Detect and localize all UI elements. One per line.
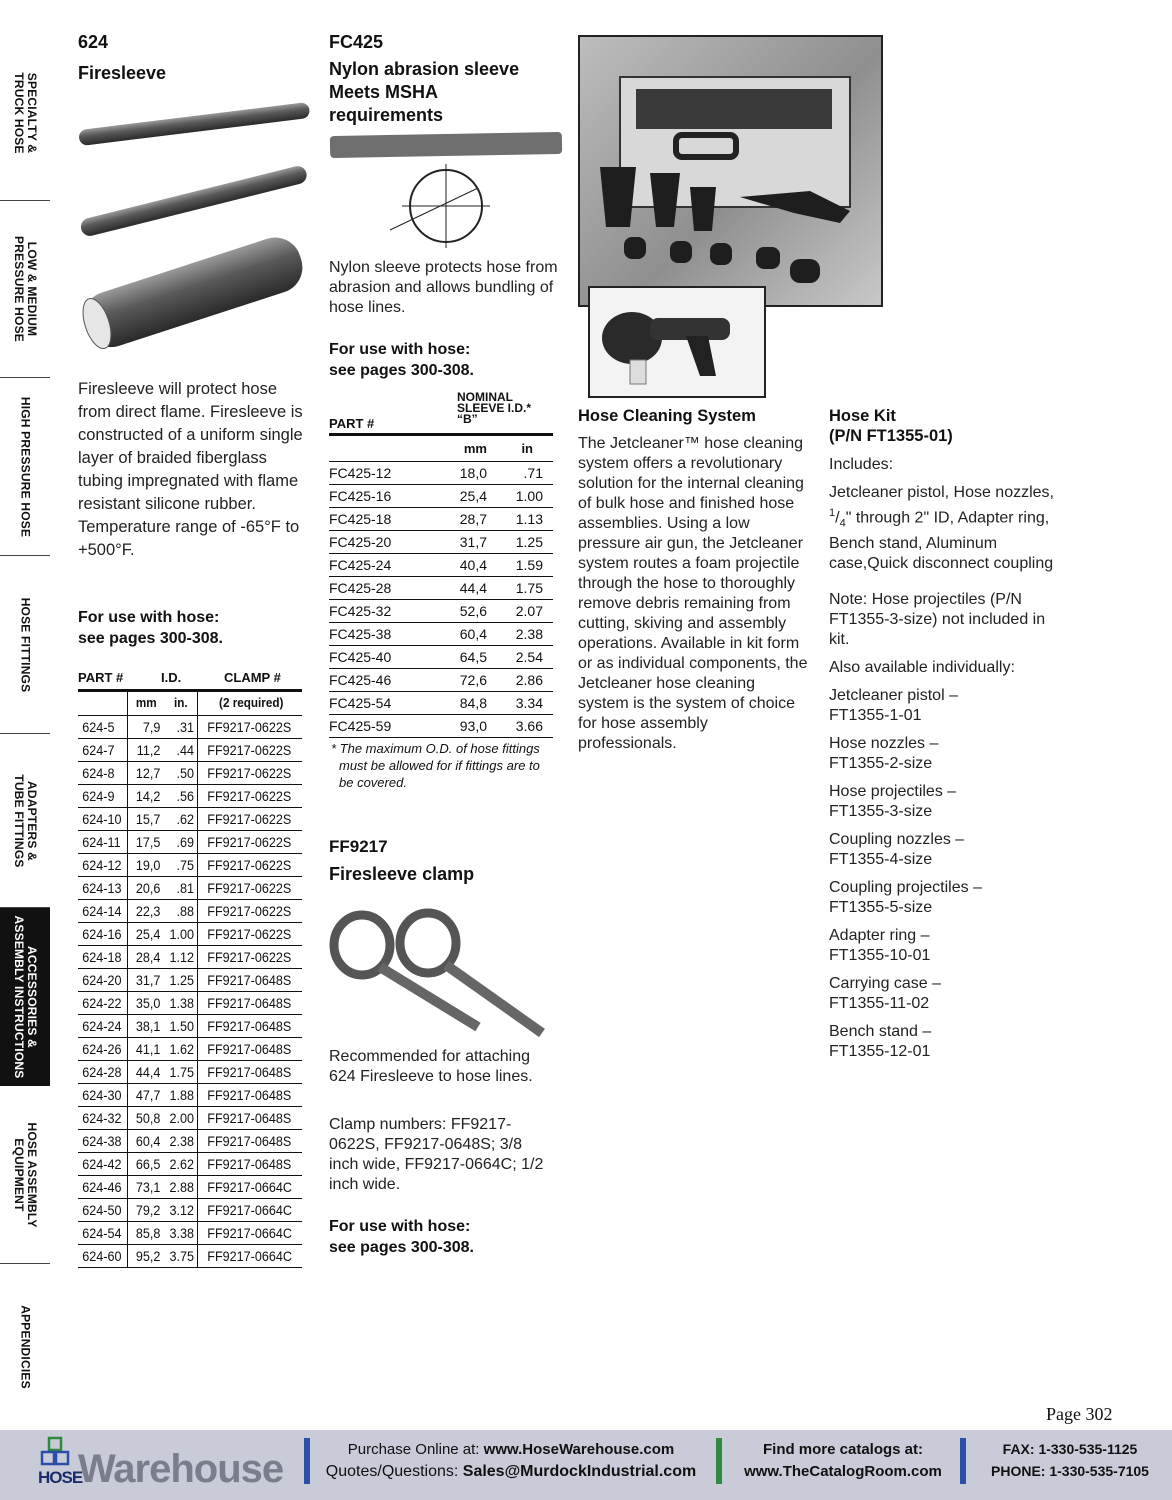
fc425-number: FC425 <box>329 32 384 52</box>
in-cell: .31 <box>165 715 196 738</box>
part-cell: FC425-32 <box>329 599 437 622</box>
catalogs-label: Find more catalogs at: <box>762 1441 924 1458</box>
divider-blue-2 <box>960 1438 966 1484</box>
mm-cell: 25,4 <box>437 484 487 507</box>
in-cell: 3.38 <box>165 1221 196 1244</box>
mm-cell: 95,2 <box>130 1244 162 1267</box>
table-row <box>329 461 553 484</box>
mm-cell: 72,6 <box>437 668 487 691</box>
in-cell: .69 <box>165 830 196 853</box>
side-tab-appendicies[interactable]: APPENDICIES <box>18 1305 33 1389</box>
table-row <box>329 576 553 599</box>
ff9217-use-line1: For use with hose: <box>329 1218 471 1235</box>
ff9217-clamp-numbers: Clamp numbers: FF9217-0622S, FF9217-0648S; 3/8 inch wide, FF9217-0664C; 1/2 inch wide. <box>329 1116 544 1193</box>
table-row <box>78 876 302 899</box>
in-cell: 2.38 <box>165 1129 196 1152</box>
part-cell: FC425-40 <box>329 645 437 668</box>
mm-cell: 35,0 <box>130 991 162 1014</box>
firesleeve-use-line1: For use with hose: <box>78 609 220 626</box>
clamp-cell: FF9217-0648S <box>203 1060 297 1083</box>
part-cell: 624-13 <box>80 876 125 899</box>
list-item <box>829 734 1055 774</box>
table-row <box>329 622 553 645</box>
cleaning-description: The Jetcleaner™ hose cleaning system offers a revolutionary solution for the internal cleaning of bulk hose and finished hose assemblies. Using a low pressure air gun, the Jetcleaner system routes a foam projectile through the hose to thoroughly remove debris remaining from cutting, skiving and assembly operations. Available in kit form or as individual components, the Jetcleaner hose cleaning system is the system of choice for hose assembly professionals. <box>578 435 808 752</box>
part-cell: FC425-28 <box>329 576 437 599</box>
clamp-cell: FF9217-0622S <box>203 853 297 876</box>
in-cell: 3.12 <box>165 1198 196 1221</box>
part-cell: 624-24 <box>80 1014 125 1037</box>
kit-item-name: Adapter ring – <box>829 927 930 944</box>
phone: PHONE: 1-330-535-7105 <box>991 1463 1149 1479</box>
table-row <box>329 691 553 714</box>
table-row <box>78 784 302 807</box>
kit-contents: Jetcleaner pistol, Hose nozzles, $^1/_4$" through 2" ID, Adapter ring, Bench stand, Aluminum case,Quick disconnect coupling <box>829 484 1054 572</box>
mm-cell: 20,6 <box>130 876 162 899</box>
kit-also: Also available individually: <box>829 659 1015 676</box>
kit-item-name: Jetcleaner pistol – <box>829 687 958 704</box>
purchase-link[interactable]: www.HoseWarehouse.com <box>483 1441 675 1458</box>
clamp-cell: FF9217-0648S <box>203 1014 297 1037</box>
part-cell: 624-32 <box>80 1106 125 1129</box>
th-clamp: CLAMP # <box>224 670 281 685</box>
kit-item-name: Hose nozzles – <box>829 735 939 752</box>
side-tab-accessories[interactable]: ACCESSORIES & ASSEMBLY INSTRUCTIONS <box>0 908 50 1086</box>
in-cell: 1.12 <box>165 945 196 968</box>
part-cell: FC425-12 <box>329 461 437 484</box>
mm-cell: 31,7 <box>437 530 487 553</box>
mm-cell: 15,7 <box>130 807 162 830</box>
mm-cell: 79,2 <box>130 1198 162 1221</box>
clamp-cell: FF9217-0622S <box>203 784 297 807</box>
part-cell: 624-50 <box>80 1198 125 1221</box>
clamp-cell: FF9217-0622S <box>203 807 297 830</box>
part-cell: FC425-18 <box>329 507 437 530</box>
clamp-cell: FF9217-0664C <box>203 1175 297 1198</box>
jetcleaner-pistol-photo <box>588 286 766 398</box>
th-fc-rule <box>329 433 553 436</box>
in-cell: 1.59 <box>487 553 553 576</box>
kit-item-pn: FT1355-11-02 <box>829 995 930 1012</box>
logo-warehouse: Warehouse <box>78 1447 284 1491</box>
in-cell: 1.25 <box>165 968 196 991</box>
clamp-cell: FF9217-0664C <box>203 1244 297 1267</box>
th-fc-id1: NOMINAL <box>457 390 513 404</box>
cleaning-kit-illustration <box>580 37 881 305</box>
mm-cell: 52,6 <box>437 599 487 622</box>
in-cell: .62 <box>165 807 196 830</box>
mm-cell: 40,4 <box>437 553 487 576</box>
table-row <box>78 761 302 784</box>
table-row <box>329 553 553 576</box>
table-row <box>329 714 553 737</box>
part-cell: 624-18 <box>80 945 125 968</box>
mm-cell: 44,4 <box>130 1060 162 1083</box>
side-tab-specialty[interactable]: SPECIALTY & TRUCK HOSE <box>0 25 50 201</box>
mm-cell: 14,2 <box>130 784 162 807</box>
part-cell: 624-10 <box>80 807 125 830</box>
part-cell: 624-7 <box>80 738 125 761</box>
divider-blue-1 <box>304 1438 310 1484</box>
kit-title-line1: Hose Kit <box>829 407 896 425</box>
kit-item-pn: FT1355-2-size <box>829 755 933 772</box>
fc425-table-header <box>329 390 553 438</box>
table-row <box>329 507 553 530</box>
part-cell: 624-22 <box>80 991 125 1014</box>
in-cell: 2.86 <box>487 668 553 691</box>
in-cell: 3.34 <box>487 691 553 714</box>
firesleeve-use-line2: see pages 300-308. <box>78 630 223 647</box>
table-row <box>78 1221 302 1244</box>
mm-cell: 18,0 <box>437 461 487 484</box>
in-cell: 1.75 <box>487 576 553 599</box>
kit-item-name: Coupling projectiles – <box>829 879 982 896</box>
table-subheader-row: mm in. (2 required) <box>78 692 302 715</box>
logo <box>38 1434 288 1496</box>
part-cell: FC425-54 <box>329 691 437 714</box>
table-row <box>78 830 302 853</box>
in-cell: 2.07 <box>487 599 553 622</box>
part-cell: 624-11 <box>80 830 125 853</box>
clamp-cell: FF9217-0622S <box>203 922 297 945</box>
table-row <box>78 1198 302 1221</box>
mm-cell: 60,4 <box>437 622 487 645</box>
part-cell: 624-46 <box>80 1175 125 1198</box>
mm-cell: 93,0 <box>437 714 487 737</box>
firesleeve-number: 624 <box>78 32 109 52</box>
fax: FAX: 1-330-535-1125 <box>1002 1441 1138 1457</box>
table-row <box>78 853 302 876</box>
in-cell: 2.38 <box>487 622 553 645</box>
mm-cell: 60,4 <box>130 1129 162 1152</box>
in-cell: 1.25 <box>487 530 553 553</box>
clamp-cell: FF9217-0622S <box>203 899 297 922</box>
side-tab-hose-fittings[interactable]: HOSE FITTINGS <box>0 556 50 734</box>
table-row <box>78 1014 302 1037</box>
in-cell: 1.00 <box>165 922 196 945</box>
kit-items-list <box>829 686 1055 1070</box>
fc425-use-line2: see pages 300-308. <box>329 362 474 379</box>
table-row <box>78 1152 302 1175</box>
clamp-cell: FF9217-0664C <box>203 1198 297 1221</box>
clamp-cell: FF9217-0648S <box>203 1152 297 1175</box>
firesleeve-title: Firesleeve <box>78 63 167 83</box>
part-cell: FC425-16 <box>329 484 437 507</box>
kit-item-pn: FT1355-4-size <box>829 851 933 868</box>
table-row <box>78 1060 302 1083</box>
table-row <box>78 1037 302 1060</box>
clamp-cell: FF9217-0648S <box>203 968 297 991</box>
list-item <box>829 926 1055 966</box>
mm-cell: 85,8 <box>130 1221 162 1244</box>
list-item <box>829 878 1055 918</box>
table-row <box>78 922 302 945</box>
side-tab-adapters[interactable]: ADAPTERS & TUBE FITTINGS <box>0 734 50 908</box>
in-cell: .71 <box>487 461 553 484</box>
th-fc-part: PART # <box>329 416 375 431</box>
table-row <box>78 968 302 991</box>
part-cell: 624-5 <box>80 715 125 738</box>
cleaning-kit-photo <box>578 35 883 307</box>
table-row <box>329 599 553 622</box>
in-cell: .44 <box>165 738 196 761</box>
table-row <box>78 807 302 830</box>
divider-green <box>716 1438 722 1484</box>
part-cell: FC425-46 <box>329 668 437 691</box>
mm-cell: 44,4 <box>437 576 487 599</box>
table-row <box>78 738 302 761</box>
table-row <box>78 715 302 738</box>
logo-icon <box>40 1436 70 1468</box>
fc425-footnote: * The maximum O.D. of hose fittings must be allowed for if fittings are to be covered. <box>331 741 540 790</box>
in-cell: 1.88 <box>165 1083 196 1106</box>
th-id: I.D. <box>161 670 182 685</box>
kit-item-pn: FT1355-5-size <box>829 899 933 916</box>
part-cell: 624-30 <box>80 1083 125 1106</box>
part-cell: 624-60 <box>80 1244 125 1267</box>
th-fc-id3: “B” <box>457 412 478 426</box>
part-cell: FC425-20 <box>329 530 437 553</box>
side-tab-high-pressure[interactable]: HIGH PRESSURE HOSE <box>0 378 50 556</box>
part-cell: FC425-38 <box>329 622 437 645</box>
in-cell: .88 <box>165 899 196 922</box>
part-cell: 624-38 <box>80 1129 125 1152</box>
part-cell: 624-14 <box>80 899 125 922</box>
mm-cell: 11,2 <box>130 738 162 761</box>
fc425-title-line3: requirements <box>329 105 444 125</box>
part-cell: 624-12 <box>80 853 125 876</box>
in-cell: 1.50 <box>165 1014 196 1037</box>
kit-item-name: Carrying case – <box>829 975 942 992</box>
clamp-cell: FF9217-0648S <box>203 1083 297 1106</box>
in-cell: 2.62 <box>165 1152 196 1175</box>
side-tab-low-medium[interactable]: LOW & MEDIUM PRESSURE HOSE <box>0 201 50 378</box>
kit-item-pn: FT1355-3-size <box>829 803 933 820</box>
part-cell: 624-26 <box>80 1037 125 1060</box>
firesleeve-description: Firesleeve will protect hose from direct flame. Firesleeve is constructed of a uniform single layer of braided fiberglass tubing impregnated with flame resistant silicone rubber. Temperature range of -65°F to +500°F. <box>78 380 303 559</box>
firesleeve-table <box>78 692 302 1268</box>
table-row <box>329 645 553 668</box>
clamp-cell: FF9217-0622S <box>203 738 297 761</box>
part-cell: 624-16 <box>80 922 125 945</box>
ff9217-description: Recommended for attaching 624 Firesleeve to hose lines. <box>329 1048 533 1085</box>
clamp-cell: FF9217-0622S <box>203 761 297 784</box>
in-cell: 1.00 <box>487 484 553 507</box>
table-row <box>78 945 302 968</box>
kit-item-name: Coupling nozzles – <box>829 831 965 848</box>
part-cell: 624-42 <box>80 1152 125 1175</box>
logo-hose: HOSE <box>38 1468 83 1487</box>
ff9217-use-line2: see pages 300-308. <box>329 1239 474 1256</box>
kit-item-name: Hose projectiles – <box>829 783 957 800</box>
list-item <box>829 782 1055 822</box>
part-cell: 624-9 <box>80 784 125 807</box>
clamp-image <box>328 905 550 1045</box>
kit-title-line2: (P/N FT1355-01) <box>829 427 953 445</box>
in-cell: 2.54 <box>487 645 553 668</box>
side-tab-assembly-equipment[interactable]: HOSE ASSEMBLY EQUIPMENT <box>0 1086 50 1264</box>
in-cell: 3.75 <box>165 1244 196 1267</box>
table-row <box>78 1244 302 1267</box>
part-cell: 624-54 <box>80 1221 125 1244</box>
fc425-use-line1: For use with hose: <box>329 341 471 358</box>
kit-note: Note: Hose projectiles (P/N FT1355-3-size) not included in kit. <box>829 591 1046 648</box>
table-row <box>329 484 553 507</box>
kit-item-pn: FT1355-1-01 <box>829 707 922 724</box>
fc425-description: Nylon sleeve protects hose from abrasion and allows bundling of hose lines. <box>329 259 558 316</box>
mm-cell: 12,7 <box>130 761 162 784</box>
th-part: PART # <box>78 670 124 685</box>
clamp-cell: FF9217-0622S <box>203 830 297 853</box>
clamp-cell: FF9217-0664C <box>203 1221 297 1244</box>
table-row <box>78 991 302 1014</box>
in-cell: 2.00 <box>165 1106 196 1129</box>
in-cell: 1.75 <box>165 1060 196 1083</box>
footer-bar <box>0 1430 1172 1500</box>
in-cell: .81 <box>165 876 196 899</box>
in-cell: .75 <box>165 853 196 876</box>
pistol-illustration <box>590 288 764 396</box>
kit-item-pn: FT1355-10-01 <box>829 947 931 964</box>
part-cell: FC425-59 <box>329 714 437 737</box>
in-cell: 1.38 <box>165 991 196 1014</box>
clamp-cell: FF9217-0648S <box>203 1106 297 1129</box>
clamp-cell: FF9217-0622S <box>203 945 297 968</box>
in-cell: 2.88 <box>165 1175 196 1198</box>
mm-cell: 28,4 <box>130 945 162 968</box>
in-cell: 3.66 <box>487 714 553 737</box>
table-row <box>329 668 553 691</box>
mm-cell: 64,5 <box>437 645 487 668</box>
cleaning-title: Hose Cleaning System <box>578 407 756 425</box>
in-cell: 1.13 <box>487 507 553 530</box>
mm-cell: 19,0 <box>130 853 162 876</box>
clamp-cell: FF9217-0622S <box>203 876 297 899</box>
mm-cell: 25,4 <box>130 922 162 945</box>
mm-cell: 73,1 <box>130 1175 162 1198</box>
clamp-cell: FF9217-0648S <box>203 991 297 1014</box>
list-item <box>829 1022 1055 1062</box>
kit-item-pn: FT1355-12-01 <box>829 1043 931 1060</box>
firesleeve-image <box>74 92 314 354</box>
mm-cell: 22,3 <box>130 899 162 922</box>
catalogs-link[interactable]: www.TheCatalogRoom.com <box>744 1463 942 1480</box>
in-cell: 1.62 <box>165 1037 196 1060</box>
mm-cell: 31,7 <box>130 968 162 991</box>
list-item <box>829 974 1055 1014</box>
fc425-title-line2: Meets MSHA <box>329 82 439 102</box>
page-number: Page 302 <box>1046 1404 1113 1424</box>
clamp-cell: FF9217-0648S <box>203 1037 297 1060</box>
ff9217-number: FF9217 <box>329 837 388 856</box>
part-cell: 624-28 <box>80 1060 125 1083</box>
ff9217-title: Firesleeve clamp <box>329 864 475 884</box>
mm-cell: 84,8 <box>437 691 487 714</box>
part-cell: 624-8 <box>80 761 125 784</box>
kit-item-name: Bench stand – <box>829 1023 932 1040</box>
th-fc-id2: SLEEVE I.D.* <box>457 401 532 415</box>
table-row <box>78 1083 302 1106</box>
clamp-cell: FF9217-0648S <box>203 1129 297 1152</box>
list-item <box>829 686 1055 726</box>
mm-cell: 50,8 <box>130 1106 162 1129</box>
mm-cell: 28,7 <box>437 507 487 530</box>
table-row <box>78 1106 302 1129</box>
quotes-line: Quotes/Questions: Sales@MurdockIndustrial.com <box>325 1463 697 1480</box>
quotes-link[interactable]: Sales@MurdockIndustrial.com <box>462 1463 697 1480</box>
table-row <box>329 530 553 553</box>
table-row <box>78 899 302 922</box>
list-item <box>829 830 1055 870</box>
mm-cell: 7,9 <box>130 715 162 738</box>
mm-cell: 17,5 <box>130 830 162 853</box>
fc425-table <box>329 438 553 738</box>
mm-cell: 66,5 <box>130 1152 162 1175</box>
clamp-cell: FF9217-0622S <box>203 715 297 738</box>
table-subheader-row: mm in <box>329 438 553 461</box>
nylon-sleeve-image <box>328 130 564 258</box>
in-cell: .56 <box>165 784 196 807</box>
purchase-line: Purchase Online at: www.HoseWarehouse.com <box>347 1441 675 1458</box>
part-cell: FC425-24 <box>329 553 437 576</box>
part-cell: 624-20 <box>80 968 125 991</box>
fc425-title-line1: Nylon abrasion sleeve <box>329 59 520 79</box>
in-cell: .50 <box>165 761 196 784</box>
mm-cell: 41,1 <box>130 1037 162 1060</box>
mm-cell: 47,7 <box>130 1083 162 1106</box>
kit-includes: Includes: <box>829 456 894 473</box>
table-row <box>78 1129 302 1152</box>
mm-cell: 38,1 <box>130 1014 162 1037</box>
table-row <box>78 1175 302 1198</box>
